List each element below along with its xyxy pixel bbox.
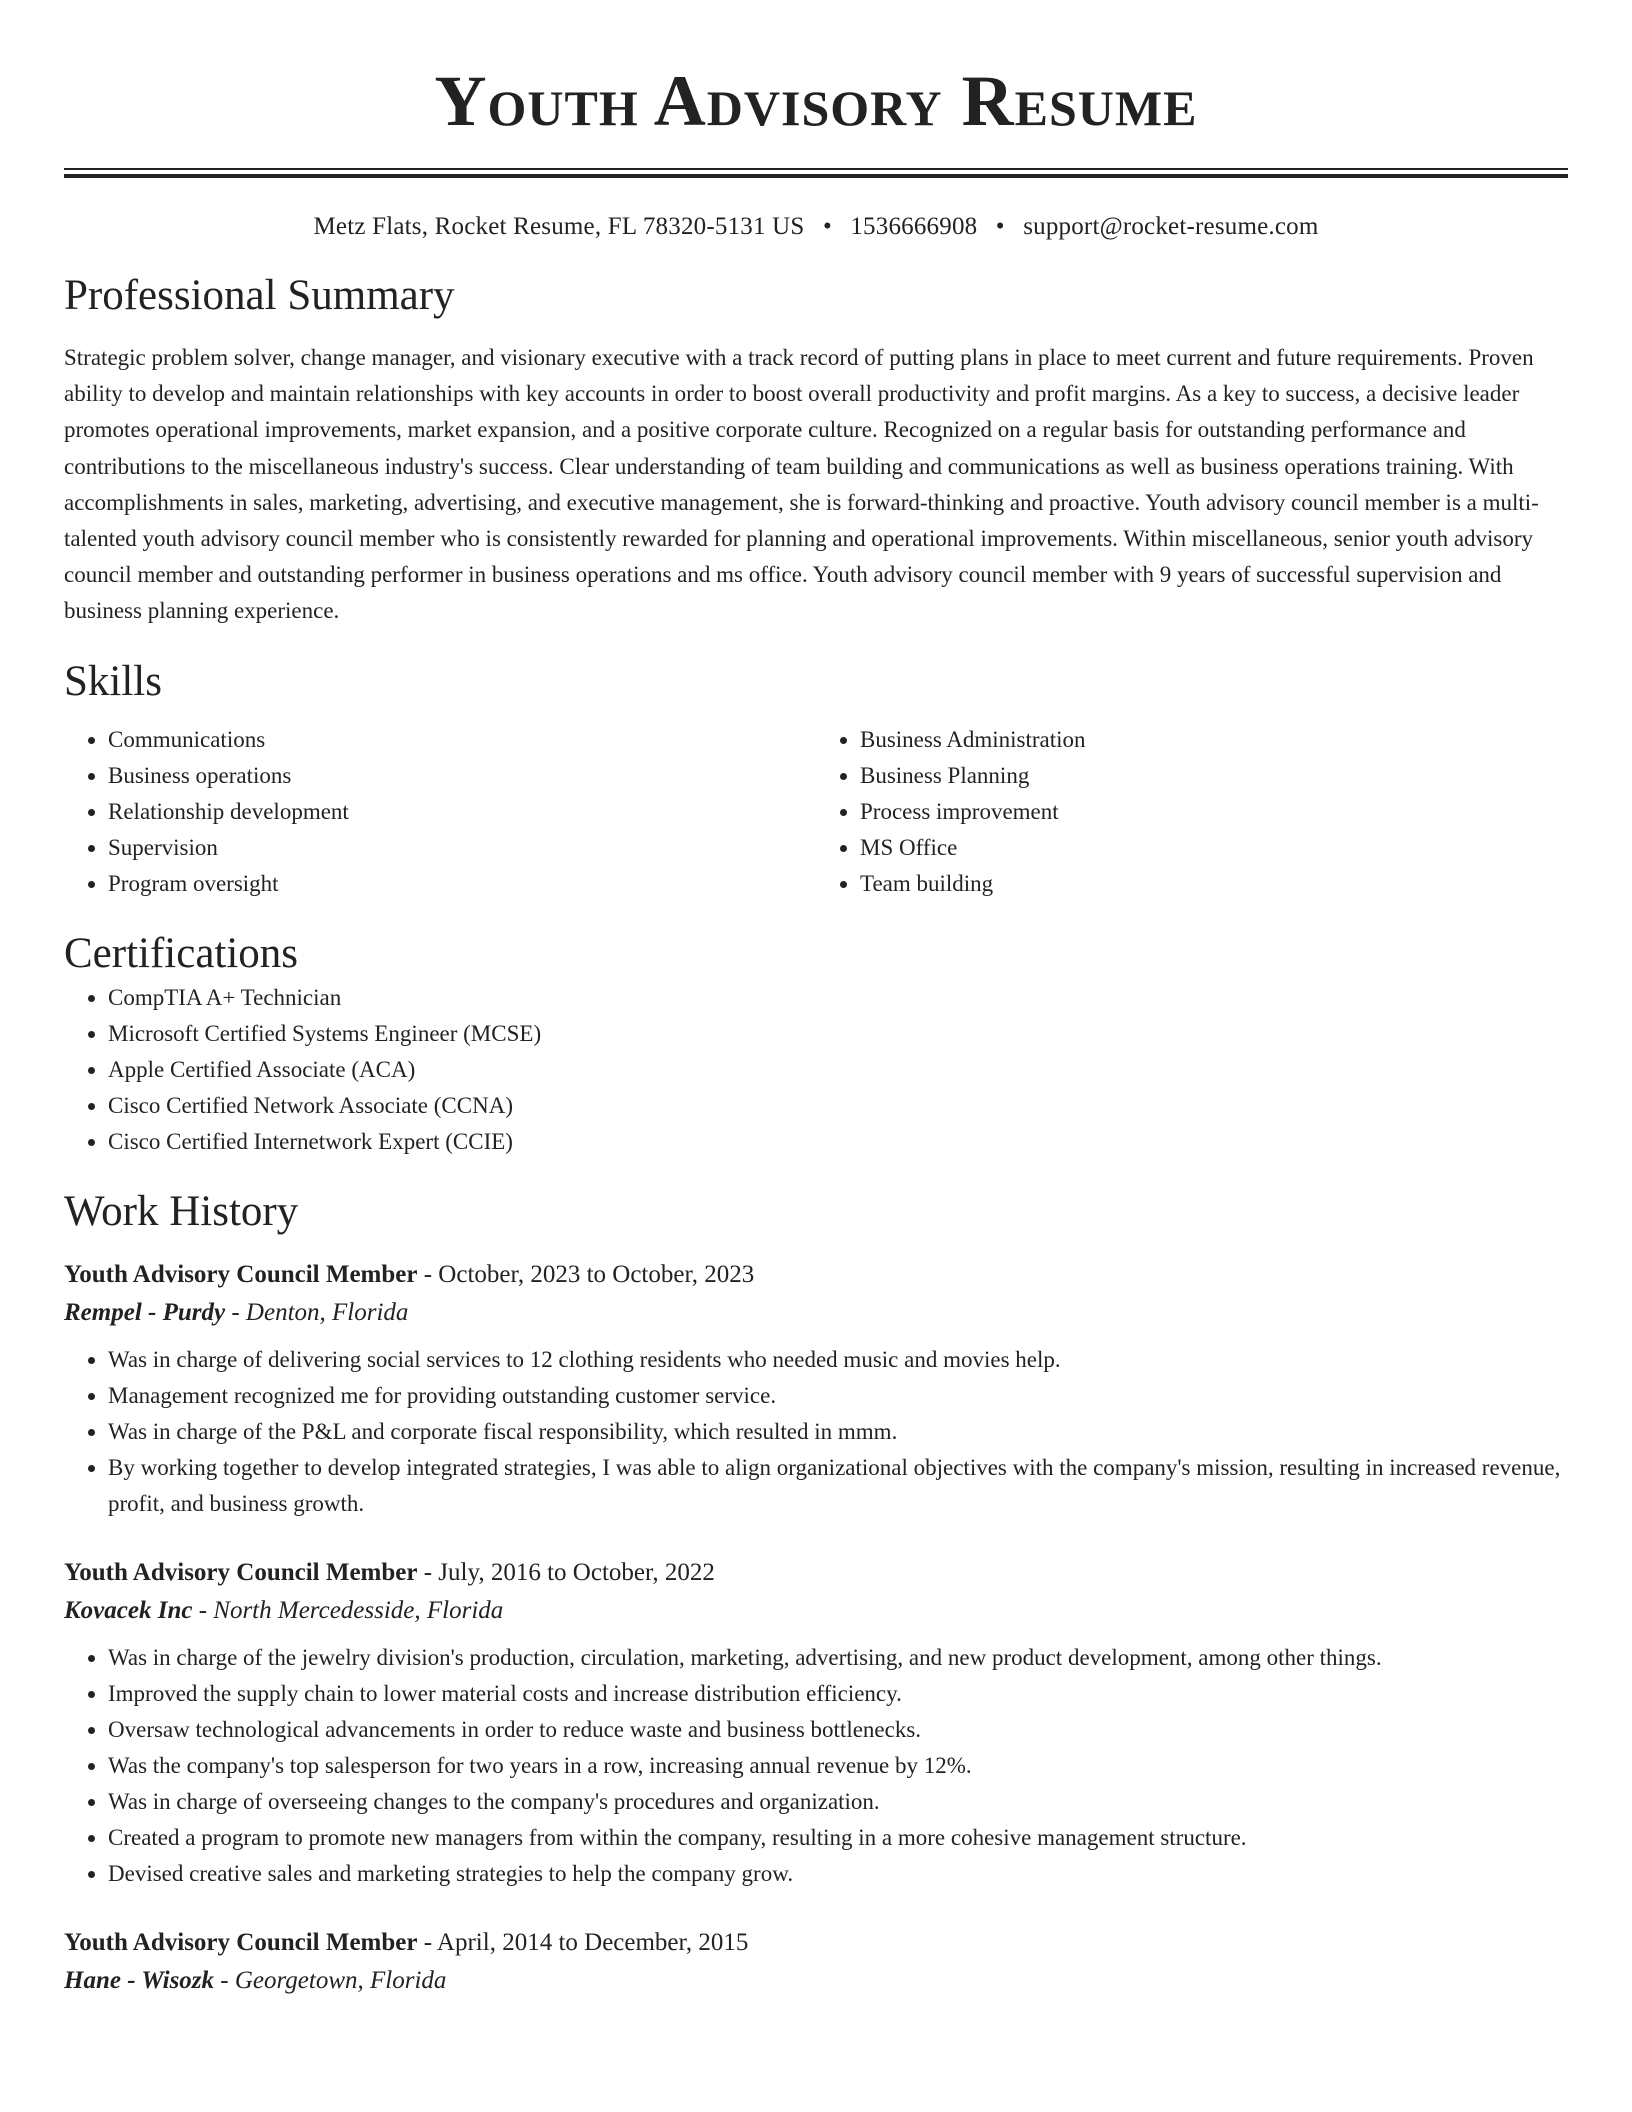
section-heading-work-history: Work History bbox=[64, 1187, 299, 1235]
section-heading-certifications: Certifications bbox=[64, 929, 299, 977]
section-heading-skills: Skills bbox=[64, 657, 162, 705]
contact-line bbox=[64, 210, 1568, 244]
section-heading-summary: Professional Summary bbox=[64, 272, 455, 319]
summary-text: Strategic problem solver, change manager, and visionary executive with a track record of putting plans in place to meet current and future requirements. Proven ability to develop and maintain relationships with key accounts in order to boost overall productivity and profit margins. As a key to success, a decisive leader promotes operational improvements, market expansion, and a positive corporate culture. Recognized on a regular basis for outstanding performance and contributions to the miscellaneous industry's success. Clear understanding of team building and communications as well as business operations training. With accomplishments in sales, marketing, advertising, and executive management, she is forward-thinking and proactive. Youth advisory council member is a multi-talented youth advisory council member who is consistently rewarded for planning and operational improvements. Within miscellaneous, senior youth advisory council member and outstanding performer in business operations and ms office. Youth advisory council member with 9 years of successful supervision and business planning experience. bbox=[64, 345, 1539, 624]
job-role: Youth Advisory Council Member bbox=[64, 1260, 418, 1288]
job-duties-list bbox=[64, 1640, 1568, 1892]
certification-item: • Microsoft Certified Systems Engineer (MCSE) bbox=[108, 1016, 1568, 1052]
contact-email: support@rocket-resume.com bbox=[1023, 213, 1319, 240]
skill-item: • Communications bbox=[108, 722, 816, 758]
job-entry bbox=[64, 1554, 1568, 1892]
job-header bbox=[64, 1924, 1568, 1962]
job-duty-item: • Was in charge of the P&L and corporate fiscal responsibility, which resulted in mmm. bbox=[108, 1414, 1568, 1450]
skill-item: • Program oversight bbox=[108, 866, 816, 902]
skills-list-left bbox=[64, 722, 816, 902]
skill-item: • Business Administration bbox=[860, 722, 1568, 758]
job-role: Youth Advisory Council Member bbox=[64, 1928, 418, 1956]
work-history-section bbox=[64, 1186, 1568, 2000]
certifications-section bbox=[64, 928, 1568, 1160]
skill-item: • Supervision bbox=[108, 830, 816, 866]
job-location: - Denton, Florida bbox=[225, 1298, 409, 1326]
certification-item: • Apple Certified Associate (ACA) bbox=[108, 1052, 1568, 1088]
job-duty-item: • Was in charge of the jewelry division's production, circulation, marketing, advertising, and new product development, among other things. bbox=[108, 1640, 1568, 1676]
skill-item: • Process improvement bbox=[860, 794, 1568, 830]
certifications-list bbox=[64, 980, 1568, 1160]
skills-section bbox=[64, 656, 1568, 902]
contact-phone: 1536666908 bbox=[850, 213, 978, 240]
job-duties-list bbox=[64, 1342, 1568, 1522]
title-divider bbox=[64, 168, 1568, 178]
job-duty-item: • Devised creative sales and marketing strategies to help the company grow. bbox=[108, 1856, 1568, 1892]
certification-item: • CompTIA A+ Technician bbox=[108, 980, 1568, 1016]
job-header bbox=[64, 1554, 1568, 1592]
skills-list-right bbox=[816, 722, 1568, 902]
skills-columns bbox=[64, 722, 1568, 902]
job-entry bbox=[64, 1256, 1568, 1522]
job-company: Hane - Wisozk bbox=[64, 1966, 215, 1994]
certification-item: • Cisco Certified Internetwork Expert (CCIE) bbox=[108, 1124, 1568, 1160]
job-duty-item: • By working together to develop integrated strategies, I was able to align organizational objectives with the company's mission, resulting in increased revenue, profit, and business growth. bbox=[108, 1450, 1568, 1522]
job-employer bbox=[64, 1592, 1568, 1630]
resume-title: Youth Advisory Resume bbox=[434, 61, 1198, 141]
job-employer bbox=[64, 1294, 1568, 1332]
skill-item: • Team building bbox=[860, 866, 1568, 902]
job-duty-item: • Was the company's top salesperson for two years in a row, increasing annual revenue by 12%. bbox=[108, 1748, 1568, 1784]
skill-item: • Business operations bbox=[108, 758, 816, 794]
job-entry bbox=[64, 1924, 1568, 2000]
job-role: Youth Advisory Council Member bbox=[64, 1558, 418, 1586]
job-location: - North Mercedesside, Florida bbox=[192, 1596, 504, 1624]
job-company: Kovacek Inc bbox=[64, 1596, 193, 1624]
job-header bbox=[64, 1256, 1568, 1294]
job-dates: - October, 2023 to October, 2023 bbox=[417, 1260, 755, 1288]
job-duty-item: • Management recognized me for providing outstanding customer service. bbox=[108, 1378, 1568, 1414]
job-duty-item: • Improved the supply chain to lower material costs and increase distribution efficiency. bbox=[108, 1676, 1568, 1712]
skill-item: • Relationship development bbox=[108, 794, 816, 830]
contact-separator: • bbox=[995, 213, 1005, 240]
job-dates: - April, 2014 to December, 2015 bbox=[417, 1928, 749, 1956]
job-dates: - July, 2016 to October, 2022 bbox=[417, 1558, 715, 1586]
job-duty-item: • Was in charge of overseeing changes to the company's procedures and organization. bbox=[108, 1784, 1568, 1820]
certification-item: • Cisco Certified Network Associate (CCNA) bbox=[108, 1088, 1568, 1124]
job-location: - Georgetown, Florida bbox=[214, 1966, 447, 1994]
job-duty-item: • Created a program to promote new managers from within the company, resulting in a more cohesive management structure. bbox=[108, 1820, 1568, 1856]
skill-item: • Business Planning bbox=[860, 758, 1568, 794]
job-employer bbox=[64, 1962, 1568, 2000]
skill-item: • MS Office bbox=[860, 830, 1568, 866]
contact-address: Metz Flats, Rocket Resume, FL 78320-5131 US bbox=[313, 213, 805, 240]
job-duty-item: • Was in charge of delivering social services to 12 clothing residents who needed music and movies help. bbox=[108, 1342, 1568, 1378]
contact-separator: • bbox=[822, 213, 832, 240]
professional-summary-section bbox=[64, 270, 1568, 630]
job-duty-item: • Oversaw technological advancements in order to reduce waste and business bottlenecks. bbox=[108, 1712, 1568, 1748]
job-company: Rempel - Purdy bbox=[64, 1298, 226, 1326]
